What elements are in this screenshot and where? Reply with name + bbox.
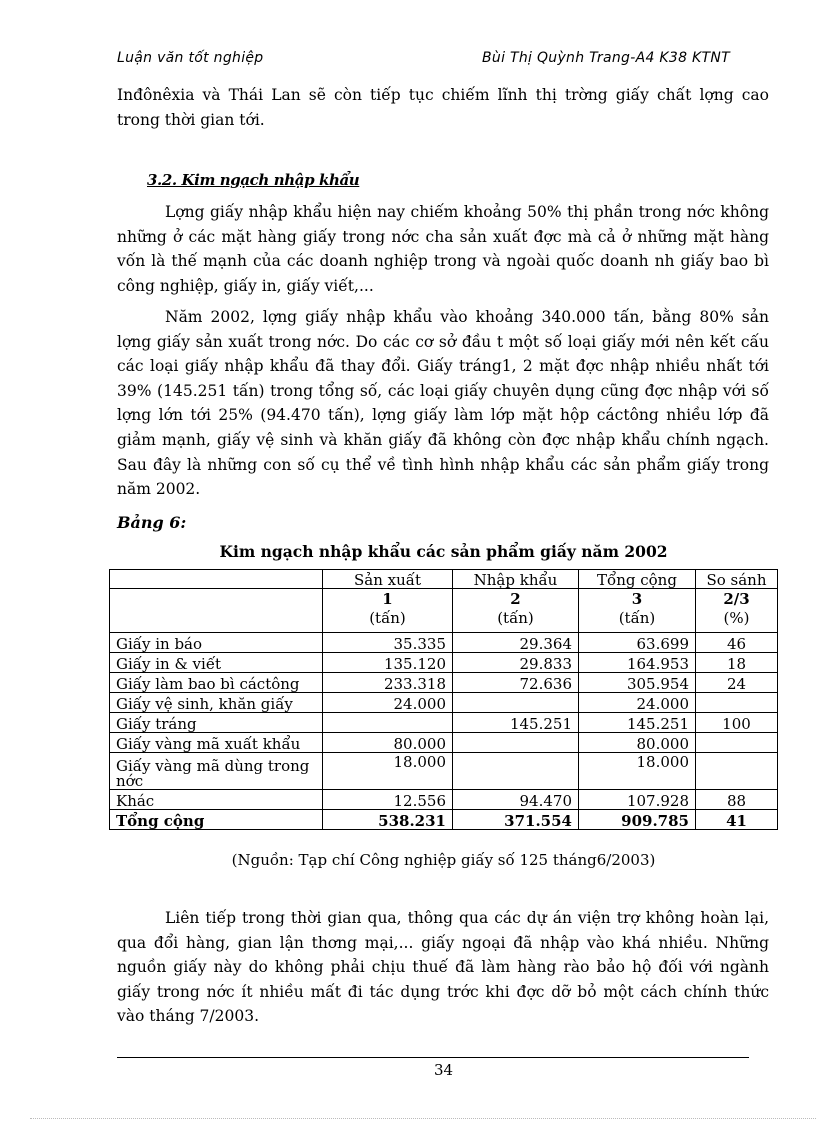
table-row: [110, 733, 778, 753]
import-table: [109, 569, 778, 830]
cell-production: 135.120: [323, 653, 453, 673]
total-import: 371.554: [453, 810, 579, 830]
cell-import: 94.470: [453, 790, 579, 810]
row-name: Giấy in & viết: [110, 653, 323, 673]
cell-import: [453, 733, 579, 753]
table-subheader-row: [110, 589, 778, 633]
table-row: [110, 790, 778, 810]
subheader-empty-cell: [110, 589, 323, 633]
col-sub-3: [579, 589, 696, 633]
cell-production: 35.335: [323, 633, 453, 653]
table-title: Kim ngạch nhập khẩu các sản phẩm giấy năm 2002: [219, 542, 668, 561]
total-ratio: 41: [696, 810, 778, 830]
col-unit-1: (tấn): [369, 609, 406, 627]
col-sub-4: [696, 589, 778, 633]
col-unit-4: (%): [723, 609, 750, 627]
col-index-1: 1: [382, 590, 393, 608]
row-name: Giấy vàng mã xuất khẩu: [110, 733, 323, 753]
col-sub-1: [323, 589, 453, 633]
cell-production: 18.000: [323, 753, 453, 790]
cell-total: 145.251: [579, 713, 696, 733]
header-left: Luận văn tốt nghiệp: [117, 50, 264, 66]
cell-production: 24.000: [323, 693, 453, 713]
cell-total: 107.928: [579, 790, 696, 810]
cell-ratio: 100: [696, 713, 778, 733]
col-header-4: So sánh: [696, 570, 778, 589]
cell-production: [323, 713, 453, 733]
intro-paragraph: Inđônêxia và Thái Lan sẽ còn tiếp tục chiếm lĩnh thị trờng giấy chất lợng cao trong thời gian tới.: [117, 86, 769, 129]
table-label: Bảng 6:: [117, 513, 187, 532]
section-heading: 3.2. Kim ngạch nhập khẩu: [147, 171, 360, 189]
header-right: Bùi Thị Quỳnh Trang-A4 K38 KTNT: [482, 50, 731, 66]
table-row: [110, 633, 778, 653]
cell-import: 29.833: [453, 653, 579, 673]
cell-production: 80.000: [323, 733, 453, 753]
cell-production: 233.318: [323, 673, 453, 693]
total-production: 538.231: [323, 810, 453, 830]
row-name: Giấy vàng mã dùng trong nớc: [110, 753, 323, 790]
paragraph-1: Lợng giấy nhập khẩu hiện nay chiếm khoảng 50% thị phần trong nớc không những ở các mặt hàng giấy trong nớc cha sản xuất đợc mà cả ở những mặt hàng vốn là thế mạnh của các doanh nghiệp trong và ngoài quốc doanh nh giấy bao bì công nghiệp, giấy in, giấy viết,...: [117, 203, 769, 295]
col-index-3: 3: [631, 590, 643, 608]
table-row: [110, 753, 778, 790]
col-index-4: 2/3: [723, 590, 750, 608]
cell-ratio: [696, 753, 778, 790]
page-bottom-border: [30, 1118, 816, 1119]
cell-ratio: 18: [696, 653, 778, 673]
total-total: 909.785: [579, 810, 696, 830]
cell-total: 24.000: [579, 693, 696, 713]
cell-total: 305.954: [579, 673, 696, 693]
col-header-2: Nhập khẩu: [453, 570, 579, 589]
col-header-3: Tổng cộng: [579, 570, 696, 589]
cell-production: 12.556: [323, 790, 453, 810]
header-empty-cell: [110, 570, 323, 589]
cell-total: 80.000: [579, 733, 696, 753]
col-unit-2: (tấn): [497, 609, 534, 627]
table-row: [110, 653, 778, 673]
cell-total: 18.000: [579, 753, 696, 790]
col-index-2: 2: [510, 590, 521, 608]
table-source: (Nguồn: Tạp chí Công nghiệp giấy số 125 tháng6/2003): [231, 851, 656, 869]
cell-ratio: 88: [696, 790, 778, 810]
closing-paragraph: Liên tiếp trong thời gian qua, thông qua các dự án viện trợ không hoàn lại, qua đổi hàng, gian lận thơng mại,... giấy ngoại đã nhập vào khá nhiều. Những nguồn giấy này do không phải chịu thuế đã làm hàng rào bảo hộ đối với ngành giấy trong nớc ít nhiều mất đi tác dụng trớc khi đợc dỡ bỏ một cách chính thức vào tháng 7/2003.: [117, 909, 769, 1026]
row-name: Giấy tráng: [110, 713, 323, 733]
cell-import: [453, 693, 579, 713]
cell-total: 63.699: [579, 633, 696, 653]
col-header-1: Sản xuất: [323, 570, 453, 589]
cell-total: 164.953: [579, 653, 696, 673]
row-name: Khác: [110, 790, 323, 810]
cell-ratio: 24: [696, 673, 778, 693]
cell-ratio: [696, 693, 778, 713]
paragraph-2: Năm 2002, lợng giấy nhập khẩu vào khoảng 340.000 tấn, bằng 80% sản lợng giấy sản xuất trong nớc. Do các cơ sở đầu t một số loại giấy mới nên kết cấu các loại giấy nhập khẩu đã thay đổi. Giấy tráng1, 2 mặt đợc nhập nhiều nhất tới 39% (145.251 tấn) trong tổng số, các loại giấy chuyên dụng cũng đợc nhập với số lợng lớn tới 25% (94.470 tấn), lợng giấy làm lớp mặt hộp cáctông nhiều lớp đã giảm mạnh, giấy vệ sinh và khăn giấy đã không còn đợc nhập khẩu chính ngạch. Sau đây là những con số cụ thể về tình hình nhập khẩu các sản phẩm giấy trong năm 2002.: [117, 308, 769, 499]
cell-import: [453, 753, 579, 790]
total-label: Tổng cộng: [110, 810, 323, 830]
row-name: Giấy vệ sinh, khăn giấy: [110, 693, 323, 713]
page-number: 34: [433, 1061, 454, 1079]
table-row: [110, 673, 778, 693]
row-name: Giấy làm bao bì cáctông: [110, 673, 323, 693]
table-header-row: [110, 570, 778, 589]
cell-import: 29.364: [453, 633, 579, 653]
row-name: Giấy in báo: [110, 633, 323, 653]
col-unit-3: (tấn): [618, 609, 656, 627]
table-row: [110, 693, 778, 713]
cell-import: 145.251: [453, 713, 579, 733]
cell-ratio: 46: [696, 633, 778, 653]
table-total-row: [110, 810, 778, 830]
col-sub-2: [453, 589, 579, 633]
footer-divider: [117, 1057, 749, 1058]
table-row: [110, 713, 778, 733]
cell-import: 72.636: [453, 673, 579, 693]
cell-ratio: [696, 733, 778, 753]
